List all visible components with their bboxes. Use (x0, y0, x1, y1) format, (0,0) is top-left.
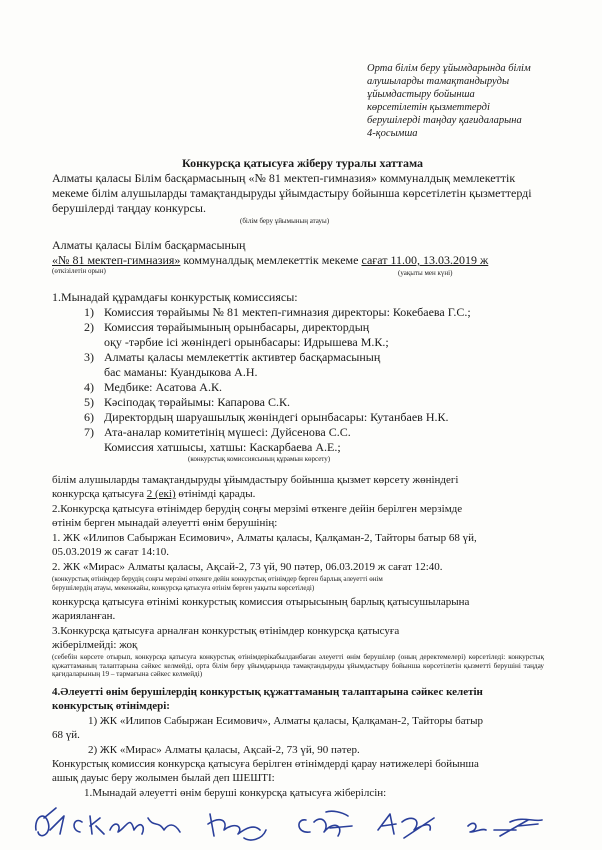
annex-line: алушыларды тамақтандыруды (367, 76, 510, 87)
section-note: берушілердің атауы, мекенжайы, конкурсқа қатысуға өтінім берген уақыты көрсетіледі) (52, 584, 315, 592)
signatures-row (30, 800, 570, 846)
body-line (52, 488, 255, 501)
venue-line: Алматы қаласы Білім басқармасының (52, 238, 246, 252)
supplier-line: 68 үй. (52, 729, 80, 741)
venue-line (52, 253, 488, 267)
member-line: Медбике: Асатова А.К. (104, 380, 222, 394)
signature-mark (299, 811, 352, 836)
decision-line: 1.Мынадай әлеуетті өнім беруші конкурсқа қатысуға жіберілсін: (84, 787, 387, 799)
decision-line: ашық дауыс беру жолымен былай деп ШЕШТІ: (52, 772, 275, 784)
annex-line: Орта білім беру ұйымдарында білім (367, 63, 531, 74)
body-text: өтінімді қарады. (175, 488, 256, 500)
member-line: Алматы қаласы мемлекеттік активтер басқармасының (104, 350, 381, 364)
venue-caption-left: (өткізілетін орын) (52, 267, 106, 275)
signature-mark (36, 808, 64, 836)
venue-place-type: коммуналдық мемлекеттік мекеме (180, 253, 362, 267)
body-line: конкурсқа қатысуға өтінімі конкурстық комиссия отырысының барлық қатысушыларына (52, 596, 470, 608)
intro-caption: (білім беру ұйымының атауы) (240, 217, 330, 225)
supplier-line: 2) ЖК «Мирас» Алматы қаласы, Ақсай-2, 73 үй, 90 пәтер. (88, 744, 360, 756)
document-title: Конкурсқа қатысуға жіберу туралы хаттама (182, 156, 424, 170)
intro-line: Алматы қаласы Білім басқармасының «№ 81 мектеп-гимназия» коммуналдық мемлекеттік (52, 171, 516, 185)
commission-heading: 1.Мынадай құрамдағы конкурстық комиссиясы: (52, 290, 298, 304)
body-line: жіберілмейді: жоқ (52, 639, 138, 651)
body-text: конкурсқа қатысуға (52, 488, 147, 500)
member-number: 6) (84, 410, 94, 424)
body-line: конкурстық өтінімдері: (52, 700, 170, 712)
member-line: Комиссия төрайымы № 81 мектеп-гимназия директоры: Кокебаева Г.С.; (104, 305, 471, 319)
section-note: (конкурстық өтінімдер берудің соңғы мерзімі өткенге дейін конкурстық өтінімдер берген барлық әлеуетті өнім (52, 575, 383, 583)
member-number: 2) (84, 320, 94, 334)
body-line: өтінім берген мынадай әлеуетті өнім берушінің: (52, 517, 278, 529)
body-line: 3.Конкурсқа қатысуға арналған конкурстық өтінімдер конкурсқа қатысуға (52, 625, 400, 637)
member-line: Кәсіподақ төрайымы: Капарова С.К. (104, 395, 290, 409)
venue-place: «№ 81 мектеп-гимназия» (52, 253, 181, 267)
body-line: 2.Конкурсқа қатысуға өтінімдер берудің соңғы мерзімі өткенге дейін берілген мерзімде (52, 503, 463, 515)
member-line: Директордың шаруашылық жөніндегі орынбасары: Кутанбаев Н.К. (104, 410, 449, 424)
member-line: оқу -тәрбие ісі жөніндегі орынбасары: Идрышева М.К.; (104, 335, 389, 349)
body-line: 4.Әлеуетті өнім берушілердің конкурстық құжаттаманың талаптарына сәйкес келетін (52, 686, 483, 698)
annex-line: 4-қосымша (367, 128, 418, 139)
supplier-line: 1) ЖК «Илипов Сабыржан Есимович», Алматы қаласы, Қалқаман-2, Тайторы батыр (88, 715, 483, 727)
supplier-line: 1. ЖК «Илипов Сабыржан Есимович», Алматы қаласы, Қалқаман-2, Тайторы батыр 68 үй, (52, 532, 477, 544)
body-line: білім алушыларды тамақтандыруды ұйымдастыру бойынша қызмет көрсету жөніндегі (52, 474, 459, 486)
member-number: 1) (84, 305, 94, 319)
supplier-line: 2. ЖК «Мирас» Алматы қаласы, Ақсай-2, 73 үй, 90 пәтер, 06.03.2019 ж сағат 12:40. (52, 561, 443, 573)
member-number: 7) (84, 425, 94, 439)
decision-line: Конкурстық комиссия конкурсқа қатысуға берілген өтінімдерді қарау нәтижелері бойынша (52, 758, 479, 770)
annex-line: ұйымдастыру бойынша (367, 89, 475, 100)
member-number: 3) (84, 350, 94, 364)
intro-line: мекеме білім алушыларды тамақтандыруды ұйымдастыру бойынша көрсетілетін қызметтерді (52, 186, 532, 200)
venue-time: сағат 11.00, 13.03.2019 ж (361, 253, 489, 267)
member-line: бас маманы: Куандыкова А.Н. (104, 365, 258, 379)
body-line: жарияланған. (52, 610, 116, 622)
supplier-line: 05.03.2019 ж сағат 14:10. (52, 546, 169, 558)
member-line: Комиссия хатшысы, хатшы: Каскарбаева А.Е.; (104, 440, 341, 454)
intro-line: берушілерді таңдау конкурсы. (52, 201, 206, 215)
section-note: (себебін көрсете отырып, конкурсқа қатысуға конкурстық өтінімдерікабылданбаған әлеуетті өнім берушілер (оның деректемелері) көрсетіледі: конкурстық құжаттаманың талаптарына сәйкес келмейді, орта білім беру ұйымдарында тамақтандыруды ұйымдастыру бойынша көрсетілетін қызметті берушіні таңдау қағидаларының 19 – тармағына сәйкес келмейді) (52, 653, 544, 679)
signature-mark (468, 819, 542, 836)
signature-mark (208, 814, 266, 840)
member-line: Ата-аналар комитетінің мүшесі: Дуйсенова С.С. (104, 425, 351, 439)
member-number: 4) (84, 380, 94, 394)
member-number: 5) (84, 395, 94, 409)
venue-caption-right: (уақыты мен күні) (398, 269, 453, 277)
annex-line: көрсетілетін қызметтерді (367, 102, 490, 113)
annex-line: берушілерді таңдау қағидаларына (367, 115, 522, 126)
signature-mark (378, 814, 434, 838)
applications-count: 2 (екі) (146, 488, 176, 500)
signature-mark (74, 816, 180, 834)
commission-caption: (конкурстық комиссиясының құрамын көрсету) (188, 455, 331, 463)
member-line: Комиссия төрайымының орынбасары, директордың (104, 320, 370, 334)
